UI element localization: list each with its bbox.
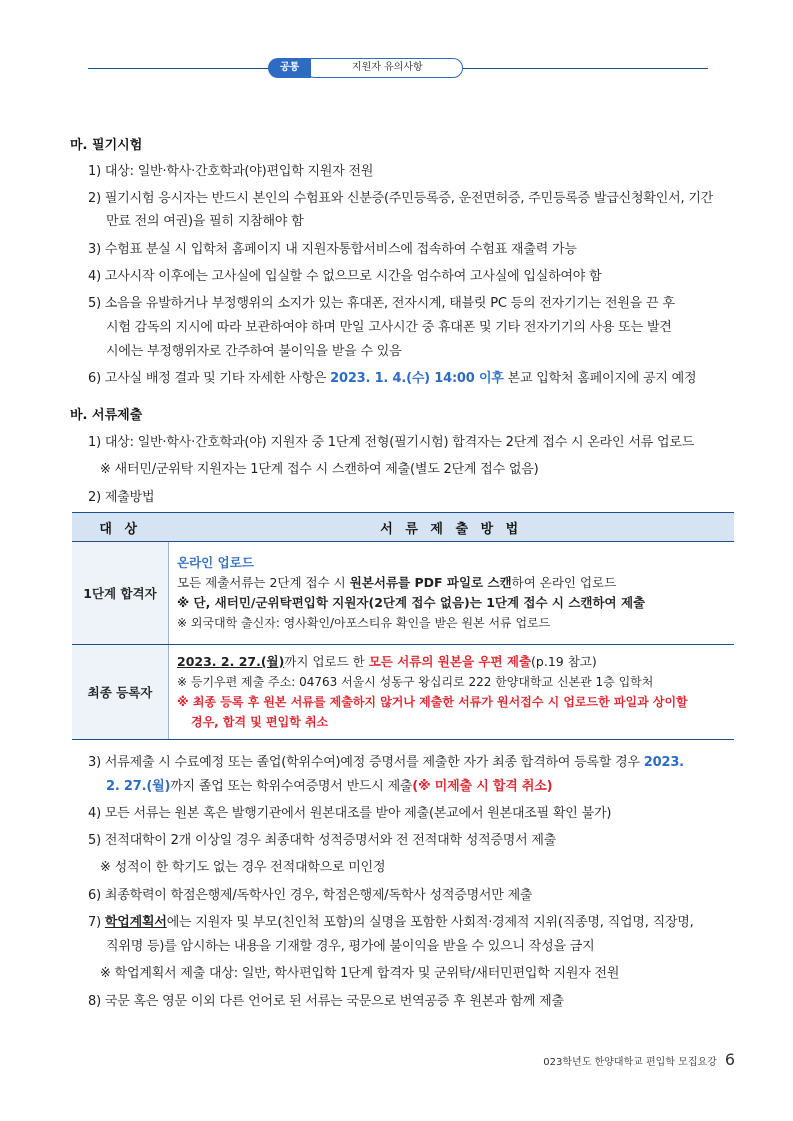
docs-item-3-cont (106, 775, 552, 794)
exam-item-5-cont-2: 시에는 부정행위자로 간주하여 불이익을 받을 수 있음 (106, 344, 402, 359)
page-footer (543, 1050, 735, 1069)
final-deadline-date: 2023. 2. 27.(월) (177, 654, 285, 669)
row-desc-final (169, 645, 735, 740)
exam-item-6-text: 6) 고사실 배정 결과 및 기타 자세한 사항은 (88, 371, 331, 386)
online-upload-line (177, 573, 726, 593)
exam-item-3: 3) 수험표 분실 시 입학처 홈페이지 내 지원자통합서비스에 접속하여 수험표 재출력 가능 (88, 242, 577, 257)
final-warning-cont: 경우, 합격 및 편입학 취소 (191, 715, 329, 729)
row-category-final: 최종 등록자 (72, 645, 169, 740)
final-deadline-ref: (p.19 참고) (531, 654, 597, 669)
section-heading-documents: 바. 서류제출 (70, 408, 143, 423)
docs-item-3-mid: 까지 졸업 또는 학위수여증명서 반드시 제출 (170, 779, 413, 794)
footer-text: 023학년도 한양대학교 편입학 모집요강 (543, 1057, 717, 1068)
docs-item-3-date: 2. 27.(월) (106, 779, 171, 794)
exam-item-5: 5) 소음을 유발하거나 부정행위의 소지가 있는 휴대폰, 전자시계, 태블릿 PC 등의 전자기기는 전원을 끈 후 (88, 296, 675, 311)
docs-item-3-warning: (※ 미제출 시 합격 취소) (412, 779, 553, 794)
exam-item-4: 4) 고사시작 이후에는 고사실에 입실할 수 없으므로 시간을 엄수하여 고사실에 입실하여야 함 (88, 269, 602, 284)
docs-item-3 (88, 751, 684, 770)
page-number: 6 (724, 1050, 735, 1069)
docs-item-6: 6) 최종학력이 학점은행제/독학사인 경우, 학점은행제/독학사 성적증명서만 제출 (88, 888, 533, 903)
final-deadline-red: 모든 서류의 원본을 우편 제출 (368, 654, 532, 669)
docs-item-7 (88, 911, 694, 930)
docs-item-7-num: 7) (88, 915, 105, 930)
table-header-target: 대 상 (72, 513, 169, 542)
docs-item-7-text: 에는 지원자 및 부모(친인척 포함)의 실명을 포함한 사회적·경제적 지위(직종명, 직업명, 직장명, (166, 915, 694, 930)
header-badge: 공통 (268, 58, 311, 78)
exam-item-5-cont-1: 시험 감독의 지시에 따라 보관하여야 하며 만일 고사시간 중 휴대폰 및 기타 전자기기의 사용 또는 발견 (106, 320, 672, 335)
exam-item-2-cont: 만료 전의 여권)을 필히 지참해야 함 (106, 214, 304, 229)
docs-item-7-cont: 직위명 등)를 암시하는 내용을 기재할 경우, 평가에 불이익을 받을 수 있으니 작성을 금지 (106, 939, 595, 954)
docs-note-1: ※ 새터민/군위탁 지원자는 1단계 접수 시 스캔하여 제출(별도 2단계 접수 없음) (100, 462, 539, 477)
exam-item-1: 1) 대상: 일반·학사·간호학과(야)편입학 지원자 전원 (88, 164, 374, 179)
table-header-method: 서 류 제 출 방 법 (169, 513, 735, 542)
header-title: 지원자 유의사항 (305, 58, 463, 78)
final-deadline-line (177, 652, 726, 672)
submission-table (72, 512, 734, 740)
online-upload-title: 온라인 업로드 (177, 555, 254, 570)
online-upload-pre: 모든 제출서류는 2단계 접수 시 (177, 575, 350, 590)
online-upload-post: 하여 온라인 업로드 (511, 575, 617, 590)
docs-note-5: ※ 성적이 한 학기도 없는 경우 전적대학으로 미인정 (100, 860, 386, 875)
row-desc-stage1 (169, 542, 735, 645)
docs-item-3-text: 3) 서류제출 시 수료예정 또는 졸업(학위수여)예정 증명서를 제출한 자가 최종 합격하여 등록할 경우 (88, 755, 644, 770)
final-mail-address: ※ 등기우편 제출 주소: 04763 서울시 성동구 왕십리로 222 한양대학교 신본관 1층 입학처 (177, 675, 654, 689)
exam-item-6-tail: 본교 입학처 홈페이지에 공지 예정 (503, 371, 697, 386)
header-tag (268, 58, 463, 78)
docs-item-3-year: 2023. (643, 755, 684, 770)
docs-item-8: 8) 국문 혹은 영문 이외 다른 언어로 된 서류는 국문으로 번역공증 후 원본과 함께 제출 (88, 994, 564, 1009)
exam-item-2: 2) 필기시험 응시자는 반드시 본인의 수험표와 신분증(주민등록증, 운전면허증, 주민등록증 발급신청확인서, 기간 (88, 191, 714, 206)
table-row (72, 542, 734, 645)
online-upload-exception: ※ 단, 새터민/군위탁편입학 지원자(2단계 접수 없음)는 1단계 접수 시 스캔하여 제출 (177, 595, 646, 610)
final-deadline-mid: 까지 업로드 한 (284, 654, 369, 669)
table-row (72, 645, 734, 740)
online-upload-foreign: ※ 외국대학 출신자: 영사확인/아포스티유 확인을 받은 원본 서류 업로드 (177, 616, 551, 630)
docs-item-4: 4) 모든 서류는 원본 혹은 발행기관에서 원본대조를 받아 제출(본교에서 원본대조필 확인 불가) (88, 806, 612, 821)
row-category-stage1: 1단계 합격자 (72, 542, 169, 645)
exam-item-6 (88, 367, 696, 386)
docs-item-1: 1) 대상: 일반·학사·간호학과(야) 지원자 중 1단계 전형(필기시험) 합격자는 2단계 접수 시 온라인 서류 업로드 (88, 435, 695, 450)
docs-note-7: ※ 학업계획서 제출 대상: 일반, 학사편입학 1단계 합격자 및 군위탁/새터민편입학 지원자 전원 (100, 966, 620, 981)
online-upload-bold: 원본서류를 PDF 파일로 스캔 (349, 575, 512, 590)
exam-announce-date: 2023. 1. 4.(수) 14:00 이후 (330, 371, 504, 386)
docs-item-7-bold: 학업계획서 (104, 915, 167, 930)
docs-item-2: 2) 제출방법 (88, 490, 155, 505)
final-warning: ※ 최종 등록 후 원본 서류를 제출하지 않거나 제출한 서류가 원서접수 시 업로드한 파일과 상이할 (177, 695, 688, 709)
section-heading-exam: 마. 필기시험 (70, 138, 143, 153)
docs-item-5: 5) 전적대학이 2개 이상일 경우 최종대학 성적증명서와 전 전적대학 성적증명서 제출 (88, 833, 557, 848)
